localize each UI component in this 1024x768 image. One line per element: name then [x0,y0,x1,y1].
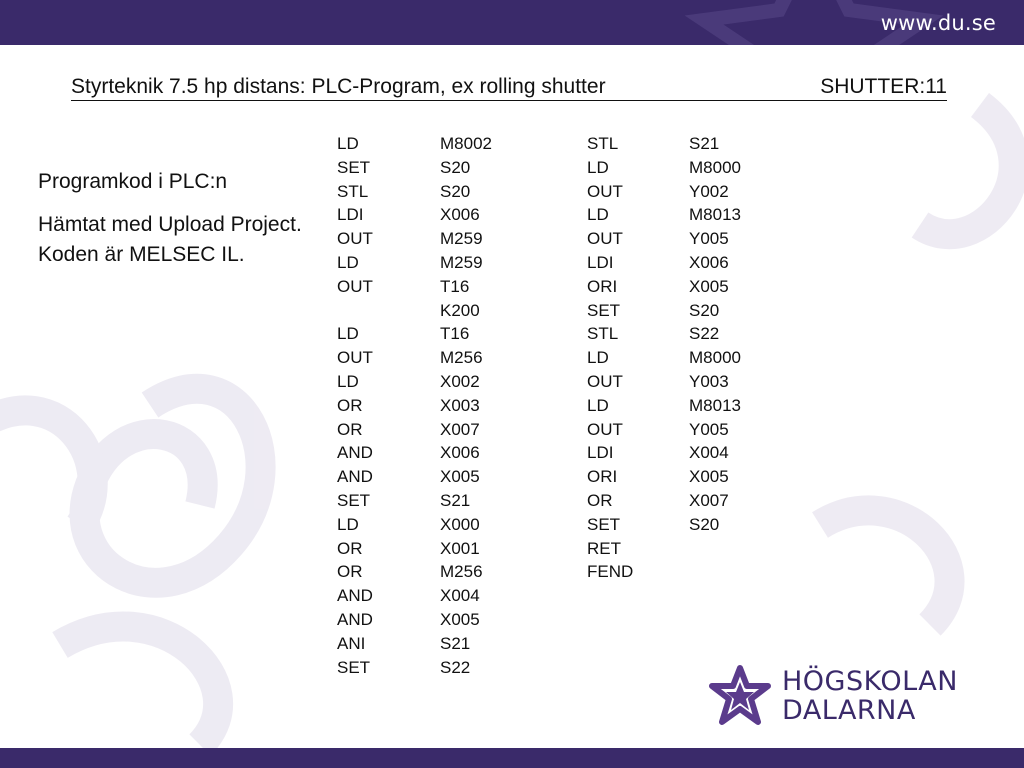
code-token: X000 [440,514,480,534]
code-token: OUT [587,181,623,201]
bottom-banner [0,748,1024,768]
code-token: STL [587,324,619,344]
code-token: AND [337,586,373,606]
code-token: STL [337,181,369,201]
code-token: X005 [689,467,729,487]
code-token: LD [587,205,609,225]
code-token: AND [337,443,373,463]
code-token: SET [337,157,371,177]
code-token: LDI [587,443,614,463]
code-column-operands-2 [689,132,741,537]
code-token: OR [337,419,363,439]
title-main: Styrteknik 7.5 hp distans: PLC-Program, ex rolling shutter [71,75,606,98]
code-token: OR [337,395,363,415]
note-upload-info [38,210,308,270]
code-token: S20 [440,181,471,201]
code-token: M256 [440,348,483,368]
code-token: SET [587,300,621,320]
code-token: X006 [440,443,480,463]
logo-text [782,667,958,725]
hogskolan-dalarna-logo[interactable] [706,664,996,730]
background-star-decoration [0,45,1024,748]
code-token: LD [337,134,359,153]
code-token: OR [587,490,613,510]
code-column-operands-1 [440,132,492,679]
code-token: K200 [440,300,480,320]
code-token: Y003 [689,371,729,391]
code-token: LD [337,324,359,344]
code-token: M8013 [689,205,741,225]
code-token: Y005 [689,229,729,249]
code-token: S21 [440,633,471,653]
code-token: Y002 [689,181,729,201]
star-logo-icon [706,664,774,728]
code-token: X005 [689,276,729,296]
code-token: ORI [587,467,618,487]
code-token: OR [337,538,363,558]
code-token: M8013 [689,395,741,415]
code-token: S20 [689,300,720,320]
title-slide-ref: SHUTTER:11 [820,75,947,98]
logo-line-2: DALARNA [782,695,916,726]
code-token: S22 [440,657,471,677]
code-token: OUT [337,348,373,368]
code-token: OUT [587,371,623,391]
code-token: LD [587,348,609,368]
code-token: X006 [440,205,480,225]
code-token: X007 [440,419,480,439]
code-token: LD [337,371,359,391]
code-token: AND [337,609,373,629]
code-token: OUT [587,229,623,249]
code-token: OUT [587,419,623,439]
code-token: X005 [440,467,480,487]
code-token: FEND [587,562,634,582]
code-token: OUT [337,229,373,249]
code-token: LD [337,252,359,272]
top-banner [0,0,1024,45]
code-token [337,299,373,323]
logo-line-1: HÖGSKOLAN [782,666,958,697]
code-token: LD [587,157,609,177]
code-token: X001 [440,538,480,558]
code-token: ANI [337,633,366,653]
code-token: X005 [440,609,480,629]
code-token: X003 [440,395,480,415]
code-column-instructions-1 [337,132,373,679]
site-url[interactable]: www.du.se [880,11,996,35]
code-token: Y005 [689,419,729,439]
note-melsec-line: Koden är MELSEC IL. [38,243,245,266]
code-token: X004 [440,586,480,606]
code-column-instructions-2 [587,132,633,584]
code-token: STL [587,134,619,153]
code-token: LDI [587,252,614,272]
code-token: LDI [337,205,364,225]
note-plc-code: Programkod i PLC:n [38,170,228,193]
code-token: LD [337,514,359,534]
code-token: OR [337,562,363,582]
page-title [71,74,947,101]
code-token: M259 [440,252,483,272]
code-token: X004 [689,443,729,463]
code-token: AND [337,467,373,487]
code-token: X007 [689,490,729,510]
code-token: M8000 [689,348,741,368]
code-token: SET [337,657,371,677]
code-token: S21 [689,134,720,153]
code-token: ORI [587,276,618,296]
code-token: LD [587,395,609,415]
code-token: SET [337,490,371,510]
code-token: T16 [440,324,470,344]
code-token: SET [587,514,621,534]
code-token: S22 [689,324,720,344]
code-token: M256 [440,562,483,582]
note-upload-line: Hämtat med Upload Project. [38,213,302,236]
code-token: S21 [440,490,471,510]
code-token: M8002 [440,134,492,153]
code-token: X002 [440,371,480,391]
code-token: RET [587,538,621,558]
code-token: OUT [337,276,373,296]
code-token: M259 [440,229,483,249]
code-token: T16 [440,276,470,296]
code-token: S20 [689,514,720,534]
code-token: S20 [440,157,471,177]
code-token: X006 [689,252,729,272]
code-token: M8000 [689,157,741,177]
